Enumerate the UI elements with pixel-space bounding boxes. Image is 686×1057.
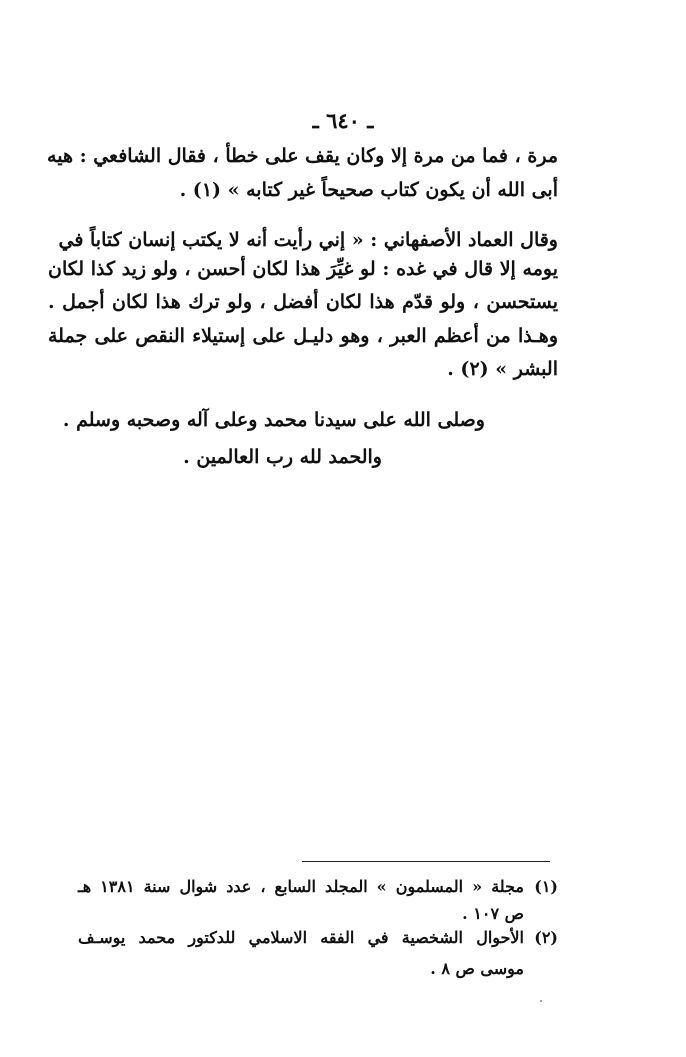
footnote-separator bbox=[302, 861, 550, 862]
scan-speck bbox=[540, 1000, 542, 1002]
closing-line-1: وصلى الله على سيدنا محمد وعلى آله وصحبه وسلم . bbox=[62, 409, 485, 431]
footnote-1-line-1: مجلة « المسلمون » المجلد السابع ، عدد شوال سنة ١٣٨١ هـ bbox=[78, 877, 524, 896]
footnote-2-line-1: الأحوال الشخصية في الفقه الاسلامي للدكتور محمد يوسـف bbox=[78, 928, 524, 947]
footnote-2-number: (٢) bbox=[534, 928, 558, 947]
footnote-2-line-2: موسى ص ٨ . bbox=[430, 959, 524, 978]
closing-line-2: والحمد لله رب العالمين . bbox=[183, 446, 382, 468]
paragraph-1-line-1: مرة ، فما من مرة إلا وكان يقف على خطأ ، فقال الشافعي : هيه bbox=[47, 145, 558, 167]
paragraph-2-line-3: يستحسن ، ولو قدّم هذا لكان أفضل ، ولو ترك هذا لكان أجمل . bbox=[48, 291, 558, 313]
footnote-1-number: (١) bbox=[534, 877, 558, 896]
footnote-1-line-2: ص ١٠٧ . bbox=[462, 904, 524, 923]
paragraph-1-line-2: أبى الله أن يكون كتاب صحيحاً غير كتابه » (١) . bbox=[179, 179, 558, 201]
page-number: ـ ٦٤٠ ـ bbox=[312, 108, 374, 133]
paragraph-2-line-4: وهـذا من أعظم العبر ، وهو دليـل على إستيلاء النقص على جملة bbox=[48, 325, 558, 347]
paragraph-2-line-5: البشر » (٢) . bbox=[447, 358, 558, 380]
paragraph-2-line-2: يومه إلا قال في غده : لو غيِّرَ هذا لكان أحسن ، ولو زيد كذا لكان bbox=[48, 258, 558, 280]
paragraph-2-line-1: وقال العماد الأصفهاني : « إني رأيت أنه لا يكتب إنسان كتاباً في bbox=[58, 229, 558, 251]
